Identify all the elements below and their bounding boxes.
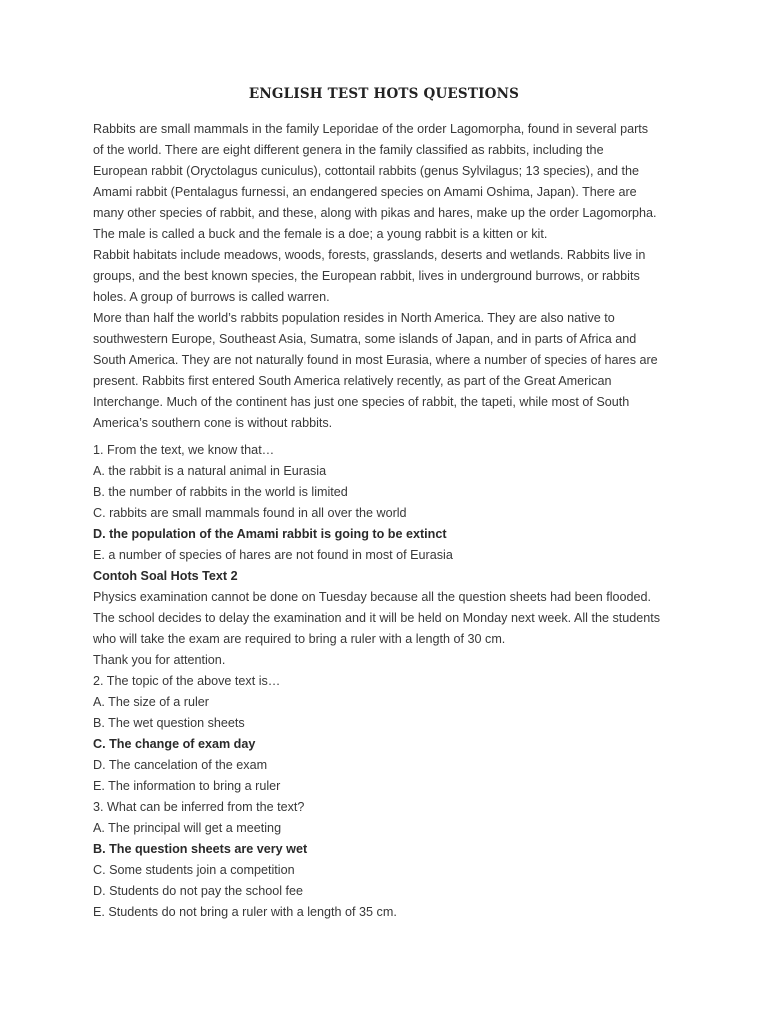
question-3-option-e: E. Students do not bring a ruler with a length of 35 cm. bbox=[93, 905, 397, 919]
passage-2-line: Thank you for attention. bbox=[93, 653, 226, 667]
question-2-option-e: E. The information to bring a ruler bbox=[93, 779, 281, 793]
passage-line: South America. They are not naturally found in most Eurasia, where a number of species of hares are bbox=[93, 353, 658, 367]
document-title: ENGLISH TEST HOTS QUESTIONS bbox=[248, 86, 520, 102]
passage-2-line: Physics examination cannot be done on Tuesday because all the question sheets had been flooded. bbox=[93, 590, 652, 604]
question-2-option-b: B. The wet question sheets bbox=[93, 716, 245, 730]
question-2-stem: 2. The topic of the above text is… bbox=[93, 674, 281, 688]
question-2-option-c-answer: C. The change of exam day bbox=[93, 737, 256, 751]
question-1-option-b: B. the number of rabbits in the world is limited bbox=[93, 485, 348, 499]
question-3-option-d: D. Students do not pay the school fee bbox=[93, 884, 304, 898]
question-2-option-d: D. The cancelation of the exam bbox=[93, 758, 268, 772]
question-2-option-a: A. The size of a ruler bbox=[93, 695, 209, 709]
passage-line: southwestern Europe, Southeast Asia, Sumatra, some islands of Japan, and in parts of Africa and bbox=[93, 332, 637, 346]
question-1-option-e: E. a number of species of hares are not found in most of Eurasia bbox=[93, 548, 453, 562]
question-3-option-c: C. Some students join a competition bbox=[93, 863, 295, 877]
passage-line: Rabbit habitats include meadows, woods, forests, grasslands, deserts and wetlands. Rabbits live in bbox=[93, 248, 646, 262]
passage-line: Rabbits are small mammals in the family Leporidae of the order Lagomorpha, found in several parts bbox=[93, 122, 649, 136]
passage-line: Interchange. Much of the continent has just one species of rabbit, the tapeti, while most of South bbox=[93, 395, 630, 409]
passage-line: The male is called a buck and the female is a doe; a young rabbit is a kitten or kit. bbox=[93, 227, 548, 241]
passage-line: groups, and the best known species, the European rabbit, lives in underground burrows, or rabbits bbox=[93, 269, 640, 283]
passage-line: European rabbit (Oryctolagus cuniculus), cottontail rabbits (genus Sylvilagus; 13 species), and the bbox=[93, 164, 640, 178]
passage-2-line: The school decides to delay the examination and it will be held on Monday next week. All the students bbox=[93, 611, 661, 625]
passage-line: many other species of rabbit, and these, along with pikas and hares, make up the order Lagomorpha. bbox=[93, 206, 657, 220]
passage-line: of the world. There are eight different genera in the family classified as rabbits, including the bbox=[93, 143, 604, 157]
passage-2-line: who will take the exam are required to bring a ruler with a length of 30 cm. bbox=[93, 632, 506, 646]
question-3-stem: 3. What can be inferred from the text? bbox=[93, 800, 305, 814]
passage-line: More than half the world’s rabbits population resides in North America. They are also native to bbox=[93, 311, 615, 325]
document-body bbox=[93, 119, 683, 923]
question-1-option-c: C. rabbits are small mammals found in all over the world bbox=[93, 506, 407, 520]
passage-line: present. Rabbits first entered South America relatively recently, as part of the Great American bbox=[93, 374, 612, 388]
question-1-option-d-answer: D. the population of the Amami rabbit is going to be extinct bbox=[93, 527, 447, 541]
question-1-stem: 1. From the text, we know that… bbox=[93, 443, 275, 457]
passage-line: America’s southern cone is without rabbits. bbox=[93, 416, 333, 430]
question-1-option-a: A. the rabbit is a natural animal in Eurasia bbox=[93, 464, 327, 478]
question-3-option-b-answer: B. The question sheets are very wet bbox=[93, 842, 308, 856]
passage-line: holes. A group of burrows is called warren. bbox=[93, 290, 330, 304]
passage-line: Amami rabbit (Pentalagus furnessi, an endangered species on Amami Oshima, Japan). There are bbox=[93, 185, 637, 199]
question-3-option-a: A. The principal will get a meeting bbox=[93, 821, 282, 835]
section-heading: Contoh Soal Hots Text 2 bbox=[93, 569, 238, 583]
